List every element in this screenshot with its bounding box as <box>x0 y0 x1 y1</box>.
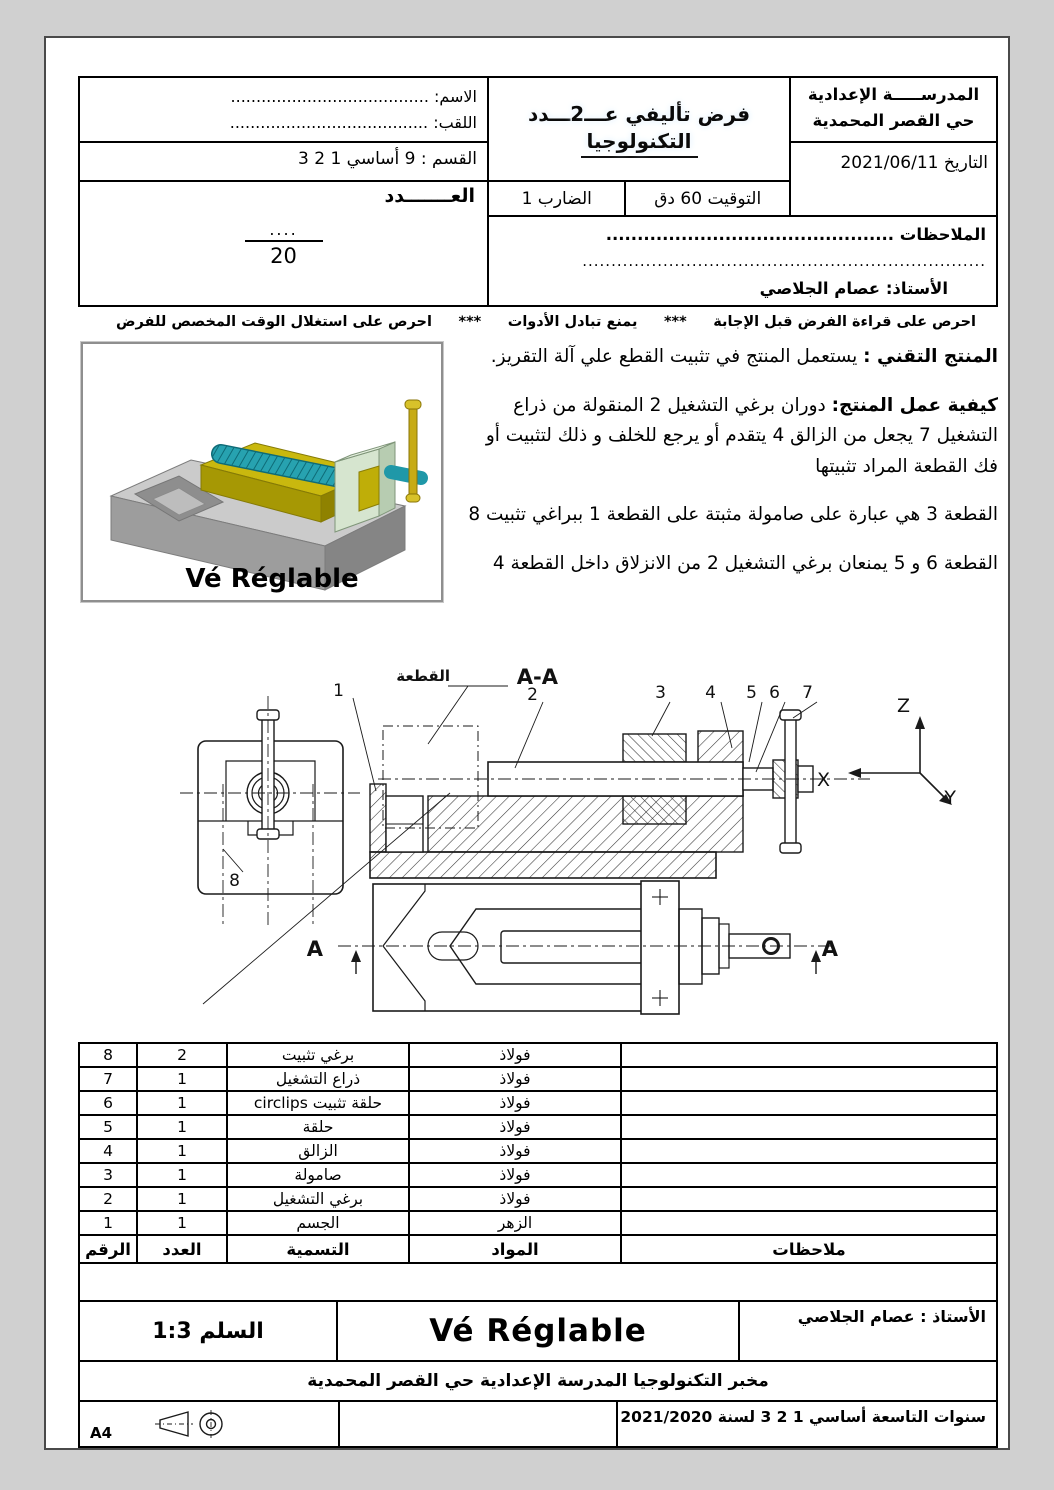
cell-num: 6 <box>80 1092 136 1114</box>
callout-6: 6 <box>769 683 780 703</box>
cell-qty: 1 <box>138 1140 226 1162</box>
cell-num: 3 <box>80 1164 136 1186</box>
cell-qty: 1 <box>138 1116 226 1138</box>
titleblock-title: Vé Réglable <box>338 1302 738 1360</box>
cell-material: فولاذ <box>410 1044 620 1066</box>
titleblock-format-cell <box>80 1402 338 1446</box>
notes-line2: ...................................................................... <box>582 252 986 271</box>
exam-title-line2: التكنولوجيا <box>581 128 698 158</box>
image-caption: Vé Réglable <box>185 564 359 594</box>
x-axis-label: X <box>816 769 830 791</box>
instruction-3: احرص على استغلال الوقت المخصص للفرض <box>116 314 432 330</box>
z-axis-label: Z <box>896 695 910 717</box>
cell-notes <box>622 1164 996 1186</box>
cell-material: فولاذ <box>410 1140 620 1162</box>
callout-1: 1 <box>333 681 344 701</box>
paragraph-part3: القطعة 3 هي عبارة على صامولة مثبتة على القطعة 1 ببراغي تثبيت 8 <box>468 504 998 526</box>
circuit-banner-image <box>489 78 789 180</box>
teacher-name: الأستاذ: عصام الجلاصي <box>759 278 948 298</box>
cell-material: فولاذ <box>410 1092 620 1114</box>
workpiece-label: القطعة <box>396 667 450 685</box>
description-text <box>465 342 998 610</box>
orthographic-views <box>78 614 998 1032</box>
cell-num: 1 <box>80 1212 136 1234</box>
cut-mark-right: A <box>821 937 838 961</box>
cell-material: فولاذ <box>410 1164 620 1186</box>
cell-qty: 1 <box>138 1188 226 1210</box>
callout-5: 5 <box>746 683 757 703</box>
cell-qty: 2 <box>138 1044 226 1066</box>
cell-notes <box>622 1116 996 1138</box>
cell-name: حلقة <box>228 1116 408 1138</box>
instruction-2: يمنع تبادل الأدوات <box>507 314 638 330</box>
cell-material: فولاذ <box>410 1068 620 1090</box>
cell-name: حلقة تثبيت circlips <box>228 1092 408 1114</box>
cell-name: برغي تثبيت <box>228 1044 408 1066</box>
title-block <box>78 1302 998 1448</box>
titleblock-scale: السلم 1:3 <box>80 1302 336 1360</box>
title-block-row3 <box>80 1400 996 1446</box>
cell-notes <box>622 1188 996 1210</box>
callout-8: 8 <box>229 871 240 891</box>
paragraph-body: دوران برغي التشغيل 2 المنقولة من ذراع التشغيل 7 يجعل من الزالق 4 يتقدم أو يرجع للخلف و ذلك لتثبيت أو فك القطعة المراد تثبيتها <box>485 394 998 477</box>
technical-drawing <box>81 614 998 1036</box>
title-block-row2 <box>80 1360 996 1400</box>
class-field: القسم : 9 أساسي 1 2 3 <box>80 143 487 180</box>
paragraph-parts56: القطعة 6 و 5 يمنعان برغي التشغيل 2 من الانزلاق داخل القطعة 4 <box>492 552 998 574</box>
cell-notes <box>622 1140 996 1162</box>
exam-title-line1: فرض تأليفي عـــ2ـــدد <box>527 101 751 126</box>
cell-name: ذراع التشغيل <box>228 1068 408 1090</box>
cell-num: 2 <box>80 1188 136 1210</box>
callout-4: 4 <box>705 683 716 703</box>
instructions-bar <box>116 314 976 330</box>
separator-stars: *** <box>663 314 687 330</box>
titleblock-empty-cell <box>340 1402 616 1446</box>
duration: التوقيت 60 دق <box>624 182 789 215</box>
cell-name: الزالق <box>228 1140 408 1162</box>
cell-num: 5 <box>80 1116 136 1138</box>
timing-row <box>489 182 789 215</box>
cell-notes <box>622 1212 996 1234</box>
instruction-1: احرص على قراءة الفرض قبل الإجابة <box>713 314 976 330</box>
cell-qty: 1 <box>138 1212 226 1234</box>
cell-material: فولاذ <box>410 1116 620 1138</box>
notes-line1: الملاحظات .............................................. <box>605 225 986 244</box>
titleblock-teacher: الأستاذ : عصام الجلاصي <box>740 1302 996 1360</box>
cell-notes <box>622 1068 996 1090</box>
grade-denominator: 20 <box>270 244 297 268</box>
header-name: التسمية <box>228 1236 408 1262</box>
cell-qty: 1 <box>138 1092 226 1114</box>
header-num: الرقم <box>80 1236 136 1262</box>
school-line1: المدرســـــة الإعدادية <box>807 85 980 104</box>
paragraph-title: كيفية عمل المنتج: <box>831 394 998 416</box>
student-name-block <box>80 78 487 141</box>
grade-fraction <box>80 220 487 268</box>
cell-material: الزهر <box>410 1212 620 1234</box>
grade-label: العـــــــدد <box>384 185 475 207</box>
cell-qty: 1 <box>138 1164 226 1186</box>
grade-numerator: .... <box>269 220 298 239</box>
vise-3d-rendering <box>83 344 441 600</box>
paper-format: A4 <box>90 1424 113 1442</box>
cell-num: 4 <box>80 1140 136 1162</box>
cell-name: صامولة <box>228 1164 408 1186</box>
cell-material: فولاذ <box>410 1188 620 1210</box>
paragraph-title: المنتج التقني : <box>863 346 998 367</box>
callout-3: 3 <box>655 683 666 703</box>
cell-name: برغي التشغيل <box>228 1188 408 1210</box>
coefficient: الضارب 1 <box>521 188 592 209</box>
header-table <box>78 76 998 307</box>
cell-name: الجسم <box>228 1212 408 1234</box>
section-label: A-A <box>516 665 558 689</box>
fraction-bar <box>245 240 323 242</box>
empty-row <box>78 1264 998 1302</box>
school-name <box>791 78 996 141</box>
cell-qty: 1 <box>138 1068 226 1090</box>
cell-num: 8 <box>80 1044 136 1066</box>
header-notes: ملاحظات <box>622 1236 996 1262</box>
parts-table <box>78 1042 998 1264</box>
cell-notes <box>622 1044 996 1066</box>
cell-num: 7 <box>80 1068 136 1090</box>
paragraph-product-use <box>465 342 998 373</box>
callout-2: 2 <box>527 685 538 705</box>
exam-date: التاريخ 2021/06/11 <box>791 143 996 215</box>
grade-box <box>80 182 487 305</box>
separator-stars: *** <box>458 314 482 330</box>
product-3d-image <box>81 342 443 602</box>
paragraph-how-it-works <box>465 391 998 483</box>
surname-field: اللقب: ....................................... <box>229 112 477 132</box>
paragraph-body: يستعمل المنتج في تثبيت القطع علي آلة التقريز. <box>490 346 864 367</box>
header-qty: العدد <box>138 1236 226 1262</box>
title-block-row1 <box>80 1302 996 1360</box>
projection-symbol-icon <box>155 1409 235 1439</box>
content-row <box>81 342 998 610</box>
callout-7: 7 <box>802 683 813 703</box>
y-axis-label: Y <box>944 787 956 809</box>
name-field: الاسم: ....................................... <box>230 87 477 106</box>
cut-mark-left: A <box>306 937 323 961</box>
header-material: المواد <box>410 1236 620 1262</box>
document-sheet <box>44 36 1010 1450</box>
cell-notes <box>622 1092 996 1114</box>
notes-block <box>489 217 996 305</box>
titleblock-lab: مخبر التكنولوجيا المدرسة الإعدادية حي القصر المحمدية <box>80 1362 996 1400</box>
titleblock-level: سنوات التاسعة أساسي 1 2 3 لسنة 2021/2020 <box>618 1402 996 1446</box>
school-line2: حي القصر المحمدية <box>812 110 975 130</box>
